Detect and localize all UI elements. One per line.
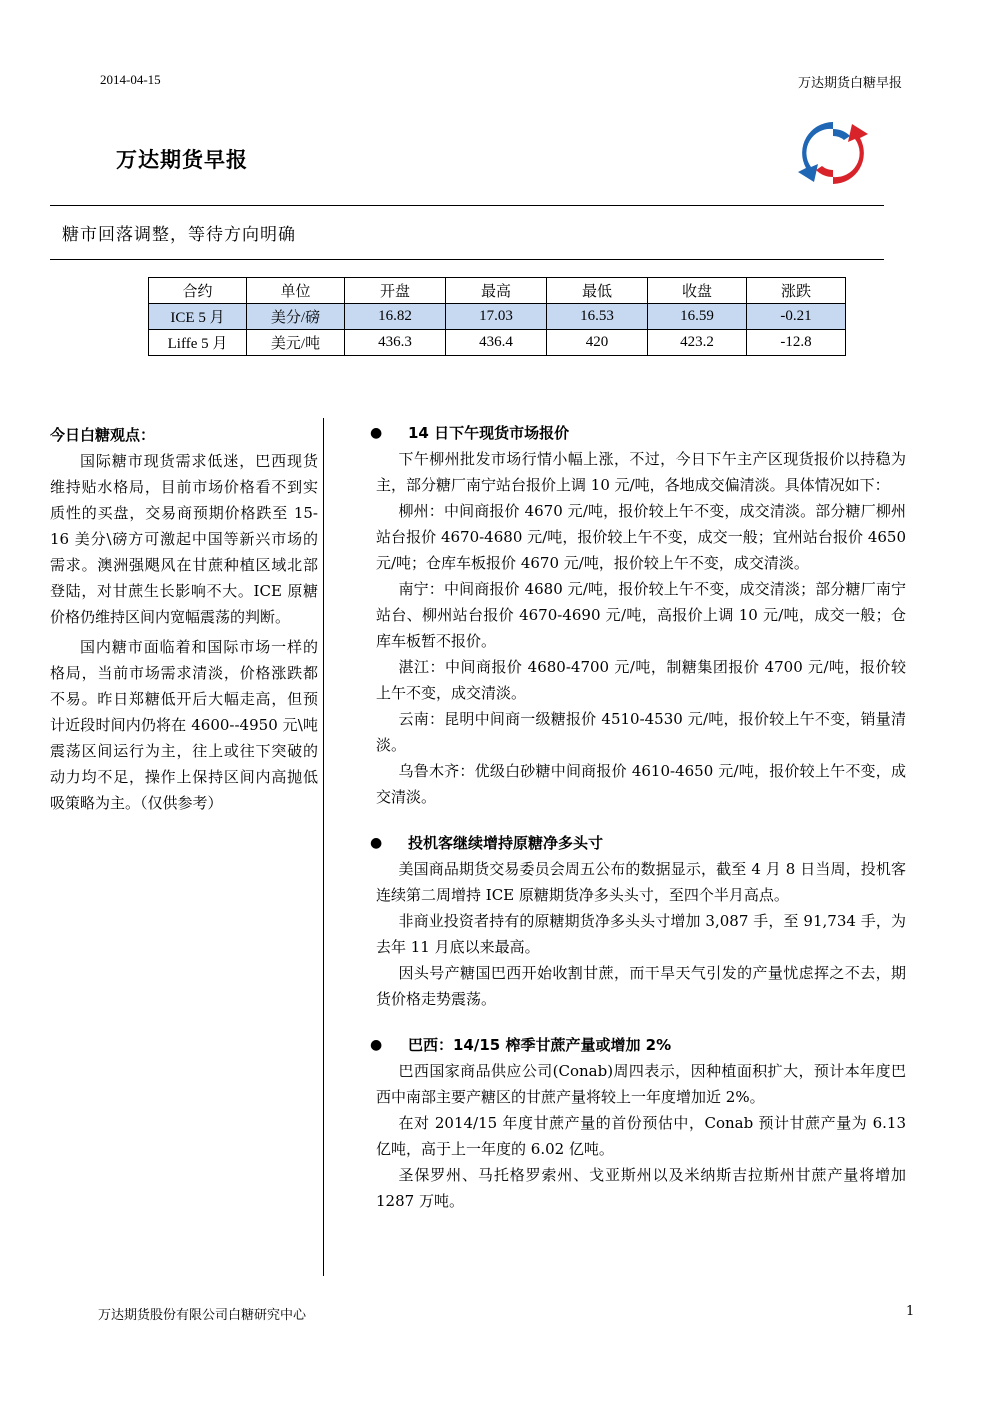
column-divider xyxy=(323,418,324,1276)
table-cell: 美分/磅 xyxy=(247,304,345,330)
section-paragraph: 美国商品期货交易委员会周五公布的数据显示，截至 4 月 8 日当周，投机客连续第二周增持 ICE 原糖期货净多头头寸，至四个半月高点。 xyxy=(376,860,906,904)
wanda-futures-logo-icon xyxy=(792,112,874,194)
col-header: 最高 xyxy=(446,278,547,304)
news-section xyxy=(370,1032,906,1214)
section-paragraph: 圣保罗州、马托格罗索州、戈亚斯州以及米纳斯吉拉斯州甘蔗产量将增加 1287 万吨。 xyxy=(376,1166,906,1210)
header-report-name: 万达期货白糖早报 xyxy=(797,76,902,91)
table-cell: 16.53 xyxy=(547,304,648,330)
col-header: 单位 xyxy=(247,278,345,304)
news-section xyxy=(370,830,906,1012)
section-heading xyxy=(370,420,906,446)
report-subtitle: 糖市回落调整，等待方向明确 xyxy=(62,225,296,245)
view-paragraph: 国内糖市面临着和国际市场一样的格局，当前市场需求清淡，价格涨跌都不易。昨日郑糖低开后大幅走高，但预计近段时间内仍将在 4600--4950 元\吨震荡区间运行为主，往上或往下突破的动力均不足，操作上保持区间内高抛低吸策略为主。（仅供参考） xyxy=(50,638,318,812)
section-paragraph: 因头号产糖国巴西开始收割甘蔗，而干旱天气引发的产量忧虑挥之不去，期货价格走势震荡。 xyxy=(376,964,906,1008)
col-header: 最低 xyxy=(547,278,648,304)
footer-company: 万达期货股份有限公司白糖研究中心 xyxy=(98,1308,307,1323)
section-heading xyxy=(370,830,906,856)
section-paragraph: 柳州：中间商报价 4670 元/吨，报价较上午不变，成交清淡。部分糖厂柳州站台报价 4670-4680 元/吨，报价较上午不变，成交一般；宜州站台报价 4650 元/吨；仓库车板报价 4670 元/吨，报价较上午不变，成交清淡。 xyxy=(376,502,906,572)
page-number: 1 xyxy=(906,1304,915,1319)
page-title: 万达期货早报 xyxy=(116,148,248,172)
table-cell: Liffe 5 月 xyxy=(149,330,247,356)
section-heading xyxy=(370,1032,906,1058)
section-paragraph: 在对 2014/15 年度甘蔗产量的首份预估中，Conab 预计甘蔗产量为 6.13 亿吨，高于上一年度的 6.02 亿吨。 xyxy=(376,1114,906,1158)
news-column xyxy=(370,420,906,1234)
section-paragraph: 巴西国家商品供应公司(Conab)周四表示，因种植面积扩大，预计本年度巴西中南部主要产糖区的甘蔗产量将较上一年度增加近 2%。 xyxy=(376,1062,906,1106)
bullet-icon: ● xyxy=(370,1037,383,1053)
col-header: 涨跌 xyxy=(747,278,846,304)
report-date: 2014-04-15 xyxy=(100,72,161,87)
section-paragraph: 非商业投资者持有的原糖期货净多头头寸增加 3,087 手，至 91,734 手，为去年 11 月底以来最高。 xyxy=(376,912,906,956)
news-section xyxy=(370,420,906,810)
section-paragraph: 南宁：中间商报价 4680 元/吨，报价较上午不变，成交清淡；部分糖厂南宁站台、柳州站台报价 4670-4690 元/吨，高报价上调 10 元/吨，成交一般；仓库车板暂不报价。 xyxy=(376,580,906,650)
quote-table xyxy=(148,277,846,356)
section-heading-text: 14 日下午现货市场报价 xyxy=(408,424,570,442)
table-cell: 美元/吨 xyxy=(247,330,345,356)
section-paragraph: 乌鲁木齐：优级白砂糖中间商报价 4610-4650 元/吨，报价较上午不变，成交清淡。 xyxy=(376,762,906,806)
col-header: 开盘 xyxy=(345,278,446,304)
divider-top xyxy=(50,205,884,206)
table-cell: 423.2 xyxy=(648,330,747,356)
section-paragraph: 下午柳州批发市场行情小幅上涨，不过，今日下午主产区现货报价以持稳为主，部分糖厂南宁站台报价上调 10 元/吨，各地成交偏清淡。具体情况如下： xyxy=(376,450,906,494)
view-paragraph: 国际糖市现货需求低迷，巴西现货维持贴水格局，目前市场价格看不到实质性的买盘，交易商预期价格跌至 15-16 美分\磅方可激起中国等新兴市场的需求。澳洲强飓风在甘蔗种植区域北部登陆，对甘蔗生长影响不大。ICE 原糖价格仍维持区间内宽幅震荡的判断。 xyxy=(50,452,318,626)
col-header: 收盘 xyxy=(648,278,747,304)
table-row xyxy=(149,330,846,356)
table-cell: 16.59 xyxy=(648,304,747,330)
col-header: 合约 xyxy=(149,278,247,304)
quote-table-header xyxy=(149,278,846,304)
table-cell: ICE 5 月 xyxy=(149,304,247,330)
view-column xyxy=(50,422,318,820)
divider-bottom xyxy=(50,259,884,260)
table-cell: 436.3 xyxy=(345,330,446,356)
table-row xyxy=(149,304,846,330)
section-heading-text: 巴西：14/15 榨季甘蔗产量或增加 2% xyxy=(408,1036,672,1054)
bullet-icon: ● xyxy=(370,835,383,851)
table-cell: -0.21 xyxy=(747,304,846,330)
table-cell: 420 xyxy=(547,330,648,356)
bullet-icon: ● xyxy=(370,425,383,441)
table-cell: 16.82 xyxy=(345,304,446,330)
section-paragraph: 湛江：中间商报价 4680-4700 元/吨，制糖集团报价 4700 元/吨，报价较上午不变，成交清淡。 xyxy=(376,658,906,702)
table-cell: 17.03 xyxy=(446,304,547,330)
view-heading: 今日白糖观点： xyxy=(50,426,156,444)
section-paragraph: 云南：昆明中间商一级糖报价 4510-4530 元/吨，报价较上午不变，销量清淡。 xyxy=(376,710,906,754)
table-cell: -12.8 xyxy=(747,330,846,356)
section-heading-text: 投机客继续增持原糖净多头寸 xyxy=(408,834,604,852)
table-cell: 436.4 xyxy=(446,330,547,356)
